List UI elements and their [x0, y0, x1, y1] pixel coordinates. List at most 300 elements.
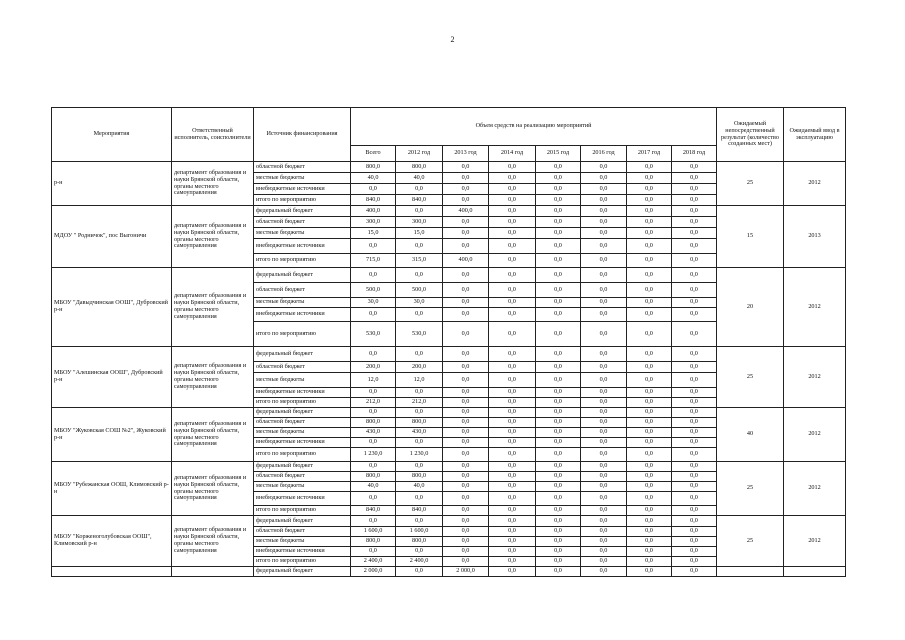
value-cell: 0,0 [627, 438, 672, 448]
source-cell: федеральный бюджет [254, 206, 351, 217]
source-cell: федеральный бюджет [254, 516, 351, 527]
measure-cell [52, 567, 172, 577]
value-cell: 40,0 [396, 173, 443, 184]
source-cell: внебюджетные источники [254, 388, 351, 398]
header-year: 2012 год [396, 146, 443, 162]
value-cell: 0,0 [536, 537, 581, 547]
header-measure: Мероприятия [52, 108, 172, 162]
value-cell: 0,0 [581, 206, 627, 217]
value-cell: 212,0 [396, 398, 443, 408]
commission-cell: 2012 [784, 516, 846, 567]
value-cell: 530,0 [351, 322, 396, 347]
value-cell: 0,0 [672, 428, 717, 438]
value-cell: 30,0 [351, 298, 396, 308]
value-cell: 0,0 [536, 557, 581, 567]
value-cell: 0,0 [672, 398, 717, 408]
value-cell: 0,0 [443, 298, 489, 308]
header-year: Всего [351, 146, 396, 162]
value-cell: 0,0 [443, 527, 489, 537]
value-cell: 0,0 [443, 362, 489, 373]
value-cell: 0,0 [351, 492, 396, 506]
value-cell: 0,0 [443, 373, 489, 388]
value-cell: 0,0 [489, 268, 536, 283]
measure-cell: МБОУ "Давыдчинская ООШ", Дубровский р-н [52, 268, 172, 347]
value-cell: 212,0 [351, 398, 396, 408]
value-cell: 0,0 [536, 347, 581, 362]
value-cell: 0,0 [627, 308, 672, 322]
value-cell: 0,0 [536, 527, 581, 537]
value-cell: 1 230,0 [351, 448, 396, 462]
value-cell: 800,0 [396, 162, 443, 173]
value-cell: 0,0 [443, 492, 489, 506]
measure-cell: МДОУ " Родничок", пос Выгоничи [52, 206, 172, 268]
value-cell: 0,0 [443, 462, 489, 472]
value-cell: 0,0 [672, 408, 717, 418]
header-commission: Ожидаемый ввод в эксплуатацию [784, 108, 846, 162]
value-cell: 0,0 [627, 527, 672, 537]
value-cell: 0,0 [396, 462, 443, 472]
commission-cell: 2012 [784, 268, 846, 347]
commission-cell: 2012 [784, 408, 846, 462]
value-cell: 0,0 [489, 217, 536, 228]
commission-cell: 2012 [784, 347, 846, 408]
source-cell: местные бюджеты [254, 298, 351, 308]
measure-cell: МБОУ "Рубежанская ООШ, Климовский р-н [52, 462, 172, 516]
value-cell: 0,0 [536, 254, 581, 268]
value-cell: 0,0 [672, 567, 717, 577]
value-cell: 0,0 [627, 322, 672, 347]
value-cell: 0,0 [536, 398, 581, 408]
value-cell: 0,0 [489, 322, 536, 347]
table-row [52, 206, 846, 217]
value-cell: 0,0 [489, 492, 536, 506]
commission-cell [784, 567, 846, 577]
value-cell: 0,0 [581, 308, 627, 322]
value-cell: 40,0 [396, 482, 443, 492]
header-year: 2017 год [627, 146, 672, 162]
value-cell: 0,0 [536, 239, 581, 254]
source-cell: областной бюджет [254, 162, 351, 173]
value-cell: 0,0 [351, 239, 396, 254]
value-cell: 0,0 [489, 239, 536, 254]
value-cell: 0,0 [536, 492, 581, 506]
value-cell: 0,0 [536, 195, 581, 206]
value-cell: 0,0 [351, 408, 396, 418]
value-cell: 0,0 [581, 195, 627, 206]
value-cell: 0,0 [536, 567, 581, 577]
value-cell: 0,0 [489, 228, 536, 239]
value-cell: 0,0 [489, 362, 536, 373]
value-cell: 0,0 [443, 438, 489, 448]
executor-cell: департамент образования и науки Брянской области, органы местного самоуправления [172, 347, 254, 408]
value-cell: 0,0 [672, 239, 717, 254]
value-cell: 0,0 [581, 527, 627, 537]
value-cell: 40,0 [351, 173, 396, 184]
source-cell: федеральный бюджет [254, 347, 351, 362]
value-cell: 0,0 [672, 438, 717, 448]
source-cell: итого по мероприятию [254, 448, 351, 462]
value-cell: 0,0 [351, 308, 396, 322]
value-cell: 0,0 [627, 228, 672, 239]
value-cell: 0,0 [489, 418, 536, 428]
value-cell: 0,0 [581, 398, 627, 408]
header-year: 2014 год [489, 146, 536, 162]
value-cell: 0,0 [443, 418, 489, 428]
value-cell: 0,0 [536, 283, 581, 298]
source-cell: областной бюджет [254, 472, 351, 482]
value-cell: 0,0 [489, 527, 536, 537]
source-cell: внебюджетные источники [254, 492, 351, 506]
value-cell: 0,0 [672, 527, 717, 537]
value-cell: 1 600,0 [351, 527, 396, 537]
value-cell: 0,0 [627, 217, 672, 228]
value-cell: 800,0 [351, 418, 396, 428]
value-cell: 0,0 [672, 448, 717, 462]
value-cell: 0,0 [489, 162, 536, 173]
value-cell: 0,0 [581, 162, 627, 173]
value-cell: 0,0 [627, 283, 672, 298]
value-cell: 0,0 [489, 388, 536, 398]
source-cell: итого по мероприятию [254, 557, 351, 567]
value-cell: 12,0 [351, 373, 396, 388]
value-cell: 0,0 [581, 408, 627, 418]
value-cell: 400,0 [443, 206, 489, 217]
value-cell: 2 400,0 [396, 557, 443, 567]
value-cell: 0,0 [672, 373, 717, 388]
value-cell: 315,0 [396, 254, 443, 268]
value-cell: 0,0 [443, 217, 489, 228]
value-cell: 0,0 [489, 184, 536, 195]
value-cell: 0,0 [351, 438, 396, 448]
source-cell: областной бюджет [254, 418, 351, 428]
value-cell: 0,0 [627, 173, 672, 184]
value-cell: 500,0 [351, 283, 396, 298]
result-cell [717, 567, 784, 577]
result-cell: 25 [717, 516, 784, 567]
value-cell: 0,0 [672, 388, 717, 398]
value-cell: 0,0 [443, 195, 489, 206]
value-cell: 840,0 [396, 506, 443, 516]
value-cell: 0,0 [351, 347, 396, 362]
source-cell: местные бюджеты [254, 428, 351, 438]
value-cell: 0,0 [672, 184, 717, 195]
value-cell: 0,0 [443, 547, 489, 557]
result-cell: 20 [717, 268, 784, 347]
value-cell: 0,0 [581, 516, 627, 527]
value-cell: 0,0 [536, 162, 581, 173]
source-cell: местные бюджеты [254, 537, 351, 547]
value-cell: 0,0 [443, 428, 489, 438]
value-cell: 0,0 [672, 492, 717, 506]
source-cell: местные бюджеты [254, 173, 351, 184]
measure-cell: МБОУ "Жуковская СОШ №2", Жуковский р-н [52, 408, 172, 462]
value-cell: 0,0 [581, 173, 627, 184]
value-cell: 0,0 [672, 228, 717, 239]
value-cell: 0,0 [627, 506, 672, 516]
value-cell: 12,0 [396, 373, 443, 388]
measure-cell: МБОУ "Алешинская ООШ", Дубровский р-н [52, 347, 172, 408]
value-cell: 430,0 [396, 428, 443, 438]
value-cell: 0,0 [536, 516, 581, 527]
value-cell: 0,0 [489, 298, 536, 308]
source-cell: внебюджетные источники [254, 438, 351, 448]
header-source: Источник финансирования [254, 108, 351, 162]
value-cell: 0,0 [443, 557, 489, 567]
source-cell: местные бюджеты [254, 482, 351, 492]
header-year: 2015 год [536, 146, 581, 162]
value-cell: 0,0 [536, 228, 581, 239]
value-cell: 0,0 [627, 448, 672, 462]
value-cell: 0,0 [581, 448, 627, 462]
header-executor: Ответственный исполнитель, соисполнители [172, 108, 254, 162]
value-cell: 0,0 [581, 428, 627, 438]
value-cell: 0,0 [443, 482, 489, 492]
value-cell: 800,0 [351, 472, 396, 482]
value-cell: 0,0 [489, 448, 536, 462]
value-cell: 530,0 [396, 322, 443, 347]
value-cell: 0,0 [489, 373, 536, 388]
source-cell: федеральный бюджет [254, 567, 351, 577]
value-cell: 0,0 [627, 482, 672, 492]
table-row [52, 567, 846, 577]
executor-cell: департамент образования и науки Брянской области, органы местного самоуправления [172, 408, 254, 462]
value-cell: 0,0 [489, 557, 536, 567]
value-cell: 0,0 [581, 567, 627, 577]
value-cell: 0,0 [536, 268, 581, 283]
value-cell: 0,0 [581, 283, 627, 298]
value-cell: 0,0 [627, 162, 672, 173]
value-cell: 0,0 [536, 462, 581, 472]
value-cell: 0,0 [627, 373, 672, 388]
value-cell: 0,0 [489, 398, 536, 408]
value-cell: 400,0 [443, 254, 489, 268]
result-cell: 15 [717, 206, 784, 268]
value-cell: 0,0 [627, 206, 672, 217]
value-cell: 0,0 [536, 388, 581, 398]
value-cell: 0,0 [396, 268, 443, 283]
value-cell: 0,0 [672, 482, 717, 492]
value-cell: 0,0 [581, 462, 627, 472]
value-cell: 0,0 [581, 438, 627, 448]
source-cell: внебюджетные источники [254, 239, 351, 254]
value-cell: 0,0 [443, 398, 489, 408]
value-cell: 0,0 [581, 547, 627, 557]
table-row [52, 162, 846, 173]
result-cell: 25 [717, 347, 784, 408]
value-cell: 0,0 [672, 462, 717, 472]
value-cell: 0,0 [351, 388, 396, 398]
value-cell: 0,0 [536, 448, 581, 462]
value-cell: 0,0 [627, 239, 672, 254]
source-cell: итого по мероприятию [254, 195, 351, 206]
value-cell: 0,0 [489, 516, 536, 527]
value-cell: 0,0 [443, 173, 489, 184]
value-cell: 15,0 [351, 228, 396, 239]
value-cell: 0,0 [351, 516, 396, 527]
value-cell: 0,0 [489, 438, 536, 448]
value-cell: 0,0 [396, 547, 443, 557]
executor-cell: департамент образования и науки Брянской области, органы местного самоуправления [172, 162, 254, 206]
value-cell: 0,0 [536, 472, 581, 482]
value-cell: 0,0 [581, 537, 627, 547]
source-cell: областной бюджет [254, 362, 351, 373]
table-row [52, 268, 846, 283]
value-cell: 0,0 [443, 184, 489, 195]
value-cell: 15,0 [396, 228, 443, 239]
value-cell: 0,0 [581, 268, 627, 283]
header-result: Ожидаемый непосредственный результат (количество созданных мест) [717, 108, 784, 162]
header-year: 2013 год [443, 146, 489, 162]
value-cell: 0,0 [581, 373, 627, 388]
header-year: 2016 год [581, 146, 627, 162]
value-cell: 500,0 [396, 283, 443, 298]
value-cell: 2 400,0 [351, 557, 396, 567]
value-cell: 0,0 [396, 516, 443, 527]
value-cell: 0,0 [627, 428, 672, 438]
source-cell: итого по мероприятию [254, 254, 351, 268]
value-cell: 0,0 [581, 228, 627, 239]
value-cell: 0,0 [581, 254, 627, 268]
value-cell: 0,0 [443, 239, 489, 254]
value-cell: 800,0 [396, 472, 443, 482]
value-cell: 300,0 [396, 217, 443, 228]
commission-cell: 2013 [784, 206, 846, 268]
value-cell: 0,0 [536, 408, 581, 418]
value-cell: 0,0 [443, 506, 489, 516]
value-cell: 0,0 [672, 308, 717, 322]
value-cell: 0,0 [672, 283, 717, 298]
page-number: 2 [450, 35, 455, 44]
value-cell: 0,0 [672, 537, 717, 547]
value-cell: 0,0 [536, 308, 581, 322]
value-cell: 0,0 [489, 308, 536, 322]
value-cell: 0,0 [443, 162, 489, 173]
value-cell: 30,0 [396, 298, 443, 308]
value-cell: 0,0 [396, 347, 443, 362]
executor-cell: департамент образования и науки Брянской области, органы местного самоуправления [172, 268, 254, 347]
value-cell: 0,0 [627, 472, 672, 482]
value-cell: 800,0 [396, 537, 443, 547]
value-cell: 0,0 [351, 268, 396, 283]
value-cell: 0,0 [672, 418, 717, 428]
value-cell: 0,0 [443, 388, 489, 398]
value-cell: 0,0 [536, 173, 581, 184]
value-cell: 200,0 [351, 362, 396, 373]
source-cell: федеральный бюджет [254, 268, 351, 283]
value-cell: 0,0 [536, 217, 581, 228]
value-cell: 840,0 [351, 195, 396, 206]
value-cell: 0,0 [672, 362, 717, 373]
value-cell: 40,0 [351, 482, 396, 492]
value-cell: 0,0 [581, 239, 627, 254]
value-cell: 0,0 [396, 239, 443, 254]
source-cell: итого по мероприятию [254, 506, 351, 516]
value-cell: 0,0 [672, 173, 717, 184]
measure-cell: МБОУ "Корженоголубовская ООШ", Климовский р-н [52, 516, 172, 567]
value-cell: 1 230,0 [396, 448, 443, 462]
value-cell: 0,0 [489, 547, 536, 557]
value-cell: 0,0 [536, 428, 581, 438]
value-cell: 0,0 [536, 482, 581, 492]
value-cell: 0,0 [672, 506, 717, 516]
result-cell: 40 [717, 408, 784, 462]
value-cell: 400,0 [351, 206, 396, 217]
value-cell: 0,0 [443, 322, 489, 347]
value-cell: 0,0 [489, 537, 536, 547]
value-cell: 0,0 [396, 438, 443, 448]
value-cell: 0,0 [627, 516, 672, 527]
source-cell: федеральный бюджет [254, 462, 351, 472]
value-cell: 0,0 [489, 206, 536, 217]
value-cell: 0,0 [672, 254, 717, 268]
value-cell: 0,0 [672, 206, 717, 217]
value-cell: 840,0 [351, 506, 396, 516]
value-cell: 800,0 [351, 162, 396, 173]
value-cell: 300,0 [351, 217, 396, 228]
table-row [52, 347, 846, 362]
budget-table [51, 107, 846, 577]
value-cell: 0,0 [489, 567, 536, 577]
value-cell: 430,0 [351, 428, 396, 438]
value-cell: 0,0 [627, 557, 672, 567]
value-cell: 0,0 [489, 506, 536, 516]
value-cell: 0,0 [672, 298, 717, 308]
value-cell: 0,0 [536, 373, 581, 388]
value-cell: 0,0 [489, 173, 536, 184]
table-header [52, 108, 846, 162]
value-cell: 0,0 [489, 254, 536, 268]
value-cell: 840,0 [396, 195, 443, 206]
value-cell: 2 000,0 [443, 567, 489, 577]
value-cell: 0,0 [627, 537, 672, 547]
table-row [52, 516, 846, 527]
table-body [52, 162, 846, 577]
value-cell: 0,0 [351, 184, 396, 195]
header-volume: Объем средств на реализацию мероприятий [351, 108, 717, 146]
value-cell: 0,0 [581, 347, 627, 362]
value-cell: 0,0 [672, 162, 717, 173]
source-cell: итого по мероприятию [254, 322, 351, 347]
source-cell: областной бюджет [254, 283, 351, 298]
value-cell: 0,0 [581, 492, 627, 506]
value-cell: 200,0 [396, 362, 443, 373]
value-cell: 0,0 [672, 195, 717, 206]
source-cell: местные бюджеты [254, 373, 351, 388]
value-cell: 0,0 [396, 492, 443, 506]
value-cell: 0,0 [627, 408, 672, 418]
value-cell: 0,0 [489, 472, 536, 482]
executor-cell [172, 567, 254, 577]
value-cell: 0,0 [536, 547, 581, 557]
value-cell: 0,0 [443, 283, 489, 298]
source-cell: областной бюджет [254, 527, 351, 537]
source-cell: федеральный бюджет [254, 408, 351, 418]
value-cell: 0,0 [396, 388, 443, 398]
result-cell: 25 [717, 162, 784, 206]
executor-cell: департамент образования и науки Брянской области, органы местного самоуправления [172, 516, 254, 567]
value-cell: 0,0 [581, 418, 627, 428]
value-cell: 0,0 [627, 184, 672, 195]
value-cell: 0,0 [581, 362, 627, 373]
value-cell: 0,0 [536, 418, 581, 428]
value-cell: 0,0 [351, 547, 396, 557]
value-cell: 0,0 [443, 228, 489, 239]
value-cell: 0,0 [351, 462, 396, 472]
value-cell: 715,0 [351, 254, 396, 268]
value-cell: 0,0 [581, 217, 627, 228]
executor-cell: департамент образования и науки Брянской области, органы местного самоуправления [172, 206, 254, 268]
value-cell: 0,0 [489, 428, 536, 438]
